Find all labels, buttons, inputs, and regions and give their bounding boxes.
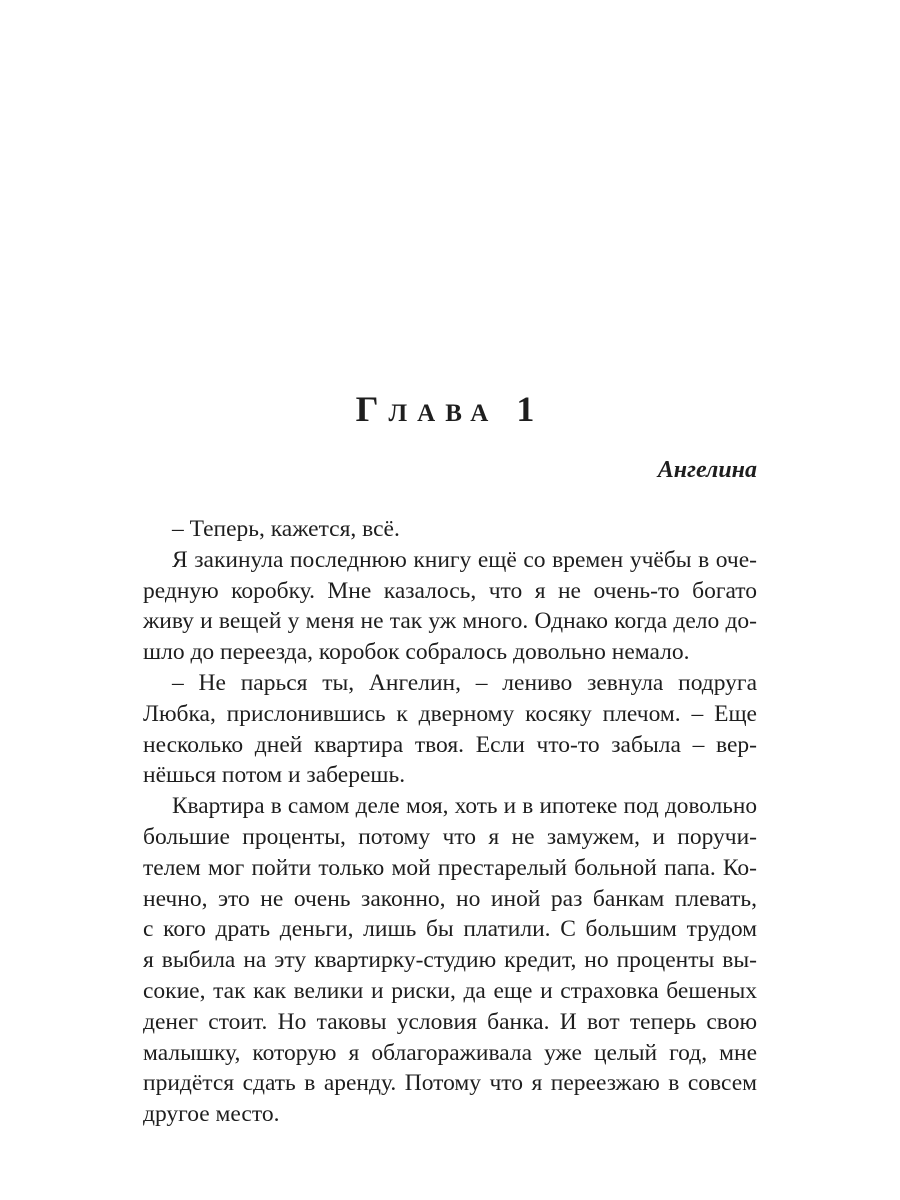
text-line: малышку, которую я облагораживала уже целый год, мне	[143, 1039, 757, 1066]
text-line: – Теперь, кажется, всё.	[172, 516, 400, 542]
narrator-name: Ангелина	[657, 457, 757, 483]
text-line: придётся сдать в аренду. Потому что я переезжаю в совсем	[143, 1070, 757, 1097]
text-line: с кого драть деньги, лишь бы платили. С большим трудом	[143, 916, 757, 943]
text-line: – Не парься ты, Ангелин, – лениво зевнула подруга	[172, 669, 757, 696]
text-line: нечно, это не очень законно, но иной раз банкам плевать,	[143, 885, 757, 912]
text-line: живу и вещей у меня не так уж много. Однако когда дело до-	[143, 608, 757, 635]
text-line: Я закинула последнюю книгу ещё со времен учёбы в оче-	[172, 546, 757, 573]
text-line: я выбила на эту квартирку-студию кредит, но проценты вы-	[143, 947, 757, 974]
text-line: редную коробку. Мне казалось, что я не очень-то богато	[143, 577, 757, 604]
text-line: нёшься потом и заберешь.	[143, 762, 406, 789]
chapter-word: Глава	[355, 389, 499, 429]
text-line: телем мог пойти только мой престарелый больной папа. Ко-	[143, 854, 757, 881]
paragraph	[143, 791, 757, 1130]
text-line: Квартира в самом деле моя, хоть и в ипотеке под довольно	[172, 793, 757, 820]
text-line: большие проценты, потому что я не замужем, и поручи-	[143, 823, 757, 850]
chapter-title	[0, 388, 900, 430]
text-line: денег стоит. Но таковы условия банка. И вот теперь свою	[143, 1008, 757, 1035]
paragraph	[143, 514, 757, 545]
paragraph	[143, 668, 757, 791]
paragraph	[143, 545, 757, 668]
chapter-body	[143, 514, 757, 1130]
chapter-number: 1	[516, 389, 545, 429]
text-line: несколько дней квартира твоя. Если что-то забыла – вер-	[143, 731, 757, 758]
text-line: сокие, так как велики и риски, да еще и страховка бешеных	[143, 977, 757, 1004]
text-line: другое место.	[143, 1101, 280, 1128]
text-line: Любка, прислонившись к дверному косяку плечом. – Еще	[143, 700, 757, 727]
text-line: шло до переезда, коробок собралось довольно немало.	[143, 639, 690, 666]
